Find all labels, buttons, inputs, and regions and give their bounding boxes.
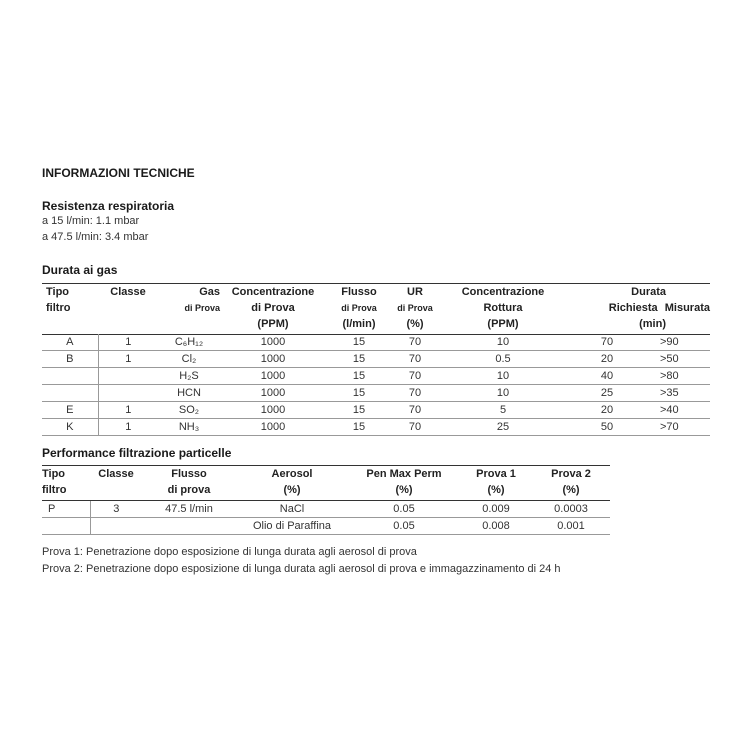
particle-table-row (42, 518, 610, 535)
particle-cell-flusso: 47.5 l/min (142, 501, 236, 518)
particle-heading: Performance filtrazione particelle (42, 446, 232, 460)
gas-cell-gas: H₂S (158, 368, 220, 385)
header-conc-unit: (PPM) (257, 318, 289, 330)
particle-cell-flusso (142, 518, 236, 535)
gas-cell-richiesta: 40 (568, 368, 646, 385)
resistance-heading: Resistenza respiratoria (42, 199, 175, 213)
gas-cell-ur: 70 (392, 334, 438, 351)
gas-cell-ur: 70 (392, 351, 438, 368)
gas-cell-gas: Cl₂ (158, 351, 220, 368)
gas-cell-classe: 1 (98, 402, 158, 419)
gas-cell-conc: 1000 (220, 419, 326, 436)
gas-cell-classe: 1 (98, 351, 158, 368)
p-header-pen (348, 466, 460, 499)
gas-cell-richiesta: 70 (568, 334, 646, 351)
gas-table-row (42, 419, 710, 436)
p-header-tipo-label: Tipo (42, 468, 66, 480)
gas-table-row (42, 368, 710, 385)
gas-cell-tipo (42, 368, 98, 385)
p-header-pen-unit: (%) (395, 484, 413, 496)
header-tipo-label: Tipo (46, 286, 70, 298)
p-header-aerosol-label: Aerosol (271, 468, 313, 480)
gas-cell-rottura: 10 (438, 368, 568, 385)
particle-cell-pen: 0.05 (348, 518, 460, 535)
p-header-prova1 (460, 466, 532, 499)
note-prova-1: Prova 1: Penetrazione dopo esposizione di lunga durata agli aerosol di prova (42, 546, 417, 558)
gas-cell-tipo: E (42, 402, 98, 419)
particle-cell-classe: 3 (90, 501, 142, 518)
gas-header-row (42, 284, 710, 333)
header-misurata-label: Misurata (664, 302, 710, 314)
particle-table-row (42, 501, 610, 518)
gas-cell-classe (98, 368, 158, 385)
header-durata-unit: (min) (639, 318, 666, 330)
gas-cell-rottura: 10 (438, 334, 568, 351)
gas-cell-gas: NH₃ (158, 419, 220, 436)
particle-cell-prova1: 0.009 (460, 501, 532, 518)
p-header-classe: Classe (98, 468, 134, 480)
gas-cell-ur: 70 (392, 385, 438, 402)
gas-cell-classe: 1 (98, 419, 158, 436)
gas-cell-flusso: 15 (326, 368, 392, 385)
header-rottura (438, 284, 568, 333)
gas-cell-richiesta: 20 (568, 351, 646, 368)
header-durata-label: Durata (631, 286, 666, 298)
particle-cell-aerosol: NaCl (236, 501, 348, 518)
header-ur-label: UR (407, 286, 423, 298)
gas-cell-tipo (42, 385, 98, 402)
header-conc-sub: di Prova (251, 302, 295, 314)
p-header-prova2 (532, 466, 610, 499)
header-tipo (42, 284, 98, 333)
particle-cell-pen: 0.05 (348, 501, 460, 518)
p-header-tipo (42, 466, 90, 499)
gas-cell-conc: 1000 (220, 351, 326, 368)
header-gas-label: Gas (199, 286, 220, 298)
gas-cell-ur: 70 (392, 368, 438, 385)
header-ur-sub: di Prova (397, 303, 433, 313)
header-concentrazione (220, 284, 326, 333)
header-filtro-label: filtro (46, 302, 71, 314)
gas-cell-misurata: >40 (646, 402, 710, 419)
gas-cell-rottura: 5 (438, 402, 568, 419)
gas-cell-tipo: A (42, 334, 98, 351)
gas-cell-ur: 70 (392, 402, 438, 419)
gas-table-row (42, 334, 710, 351)
gas-cell-richiesta: 20 (568, 402, 646, 419)
gas-table-row (42, 402, 710, 419)
gas-cell-richiesta: 50 (568, 419, 646, 436)
gas-cell-conc: 1000 (220, 385, 326, 402)
gas-cell-gas: SO₂ (158, 402, 220, 419)
page-title: INFORMAZIONI TECNICHE (42, 166, 195, 180)
p-header-flusso-sub: di prova (167, 484, 211, 496)
p-header-aerosol (236, 466, 348, 499)
gas-cell-flusso: 15 (326, 334, 392, 351)
gas-cell-conc: 1000 (220, 402, 326, 419)
p-header-prova2-label: Prova 2 (551, 468, 591, 480)
gas-cell-flusso: 15 (326, 419, 392, 436)
p-header-flusso (142, 466, 236, 499)
gas-cell-tipo: B (42, 351, 98, 368)
particle-cell-prova1: 0.008 (460, 518, 532, 535)
header-durata (568, 284, 710, 333)
header-flusso-label: Flusso (341, 286, 377, 298)
gas-cell-conc: 1000 (220, 334, 326, 351)
gas-cell-flusso: 15 (326, 402, 392, 419)
p-header-flusso-label: Flusso (171, 468, 207, 480)
resistance-line-1: a 15 l/min: 1.1 mbar (42, 215, 140, 227)
gas-duration-heading: Durata ai gas (42, 263, 118, 277)
p-header-pen-label: Pen Max Perm (366, 468, 442, 480)
gas-cell-flusso: 15 (326, 351, 392, 368)
header-rottura-label: Concentrazione (461, 286, 545, 298)
gas-cell-rottura: 25 (438, 419, 568, 436)
gas-cell-gas: HCN (158, 385, 220, 402)
particle-cell-tipo (42, 518, 90, 535)
gas-cell-ur: 70 (392, 419, 438, 436)
header-flusso-sub: di Prova (341, 303, 377, 313)
particle-cell-prova2: 0.0003 (532, 501, 610, 518)
gas-cell-gas: C₆H₁₂ (158, 334, 220, 351)
gas-cell-flusso: 15 (326, 385, 392, 402)
particle-cell-tipo: P (42, 501, 90, 518)
resistance-line-2: a 47.5 l/min: 3.4 mbar (42, 231, 149, 243)
gas-cell-misurata: >35 (646, 385, 710, 402)
p-header-aerosol-unit: (%) (283, 484, 301, 496)
header-flusso (326, 284, 392, 333)
gas-cell-tipo: K (42, 419, 98, 436)
header-gas-sub: di Prova (184, 303, 220, 313)
p-header-prova1-unit: (%) (487, 484, 505, 496)
header-rottura-unit: (PPM) (487, 318, 519, 330)
header-conc-label: Concentrazione (231, 286, 315, 298)
header-gas (158, 284, 220, 333)
gas-table-row (42, 351, 710, 368)
header-flusso-unit: (l/min) (342, 318, 376, 330)
gas-duration-rows (42, 334, 710, 436)
gas-cell-richiesta: 25 (568, 385, 646, 402)
p-header-prova1-label: Prova 1 (476, 468, 516, 480)
header-ur (392, 284, 438, 333)
particle-cell-classe (90, 518, 142, 535)
gas-duration-table (42, 283, 710, 335)
p-header-prova2-unit: (%) (562, 484, 580, 496)
p-header-filtro-label: filtro (42, 484, 67, 496)
note-prova-2: Prova 2: Penetrazione dopo esposizione di lunga durata agli aerosol di prova e immagazzinamento di 24 h (42, 563, 561, 575)
gas-cell-misurata: >50 (646, 351, 710, 368)
header-ur-unit: (%) (406, 318, 424, 330)
gas-cell-misurata: >80 (646, 368, 710, 385)
gas-cell-conc: 1000 (220, 368, 326, 385)
gas-cell-misurata: >70 (646, 419, 710, 436)
gas-cell-classe (98, 385, 158, 402)
particle-cell-aerosol: Olio di Paraffina (236, 518, 348, 535)
header-rottura-sub: Rottura (483, 302, 523, 314)
particle-cell-prova2: 0.001 (532, 518, 610, 535)
particle-header-row (42, 466, 610, 499)
gas-table-row (42, 385, 710, 402)
particle-table (42, 465, 610, 535)
gas-cell-misurata: >90 (646, 334, 710, 351)
gas-cell-classe: 1 (98, 334, 158, 351)
gas-cell-rottura: 0.5 (438, 351, 568, 368)
gas-cell-rottura: 10 (438, 385, 568, 402)
header-classe: Classe (110, 286, 146, 298)
header-richiesta-label: Richiesta (608, 302, 658, 314)
